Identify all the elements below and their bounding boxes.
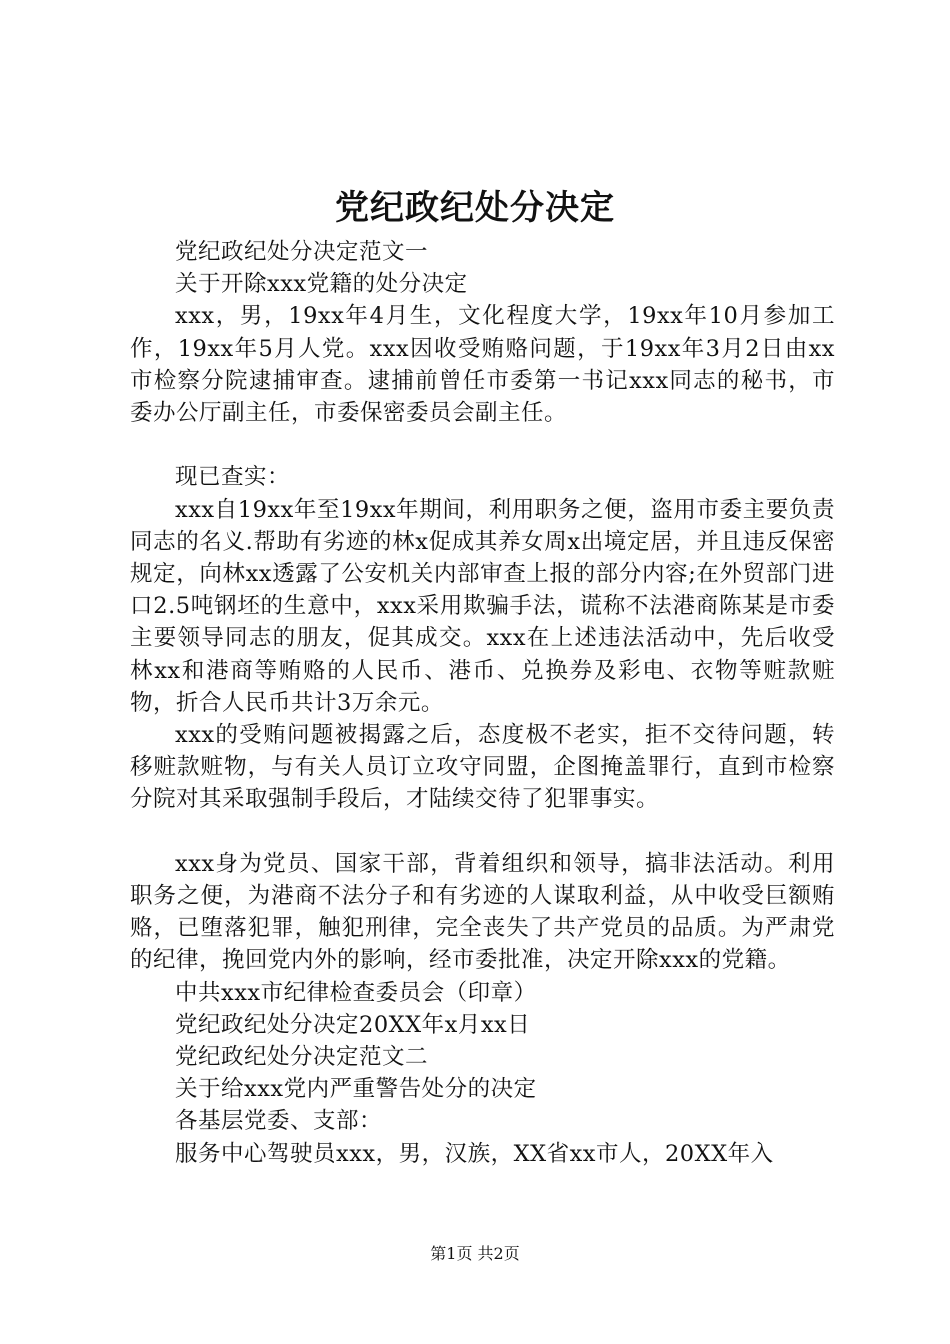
paragraph-date: 党纪政纪处分决定20XX年x月xx日	[175, 1011, 531, 1038]
paragraph-findings-intro: 现已查实：	[175, 464, 291, 491]
paragraph-conclusion: xxx身为党员、国家干部，背着组织和领导，搞非法活动。利用职务之便，为港商不法分子和有劣迹的人谋取利益，从中收受巨额贿赂，已堕落犯罪，触犯刑律，完全丧失了共产党员的品质。为严肃党的纪律，挽回党内外的影响，经市委批准，决定开除xxx的党籍。	[130, 850, 835, 974]
paragraph-heading-sample-2: 党纪政纪处分决定范文二	[175, 1044, 429, 1071]
paragraph-spacer	[130, 429, 835, 461]
paragraph-background: xxx，男，19xx年4月生，文化程度大学，19xx年10月参加工作，19xx年5月人党。xxx因收受贿赂问题，于19xx年3月2日由xx市检察分院逮捕审查。逮捕前曾任市委第一书记xxx同志的秘书，市委办公厅副主任，市委保密委员会副主任。	[130, 303, 835, 427]
page-number-footer: 第1页 共2页	[430, 1244, 520, 1263]
document-body	[130, 236, 835, 1170]
document-title: 党纪政纪处分决定	[335, 188, 615, 228]
paragraph-subject-intro: 服务中心驾驶员xxx，男，汉族，XX省xx市人，20XX年入	[175, 1140, 774, 1167]
paragraph-spacer	[130, 816, 835, 848]
paragraph-attitude: xxx的受贿问题被揭露之后，态度极不老实，拒不交待问题，转移赃款赃物，与有关人员订立攻守同盟，企图掩盖罪行，直到市检察分院对其采取强制手段后，才陆续交待了犯罪事实。	[130, 722, 835, 813]
paragraph-issuer: 中共xxx市纪律检查委员会（印章）	[175, 979, 537, 1006]
paragraph-addressee: 各基层党委、支部：	[175, 1108, 383, 1135]
paragraph-heading-decision-2: 关于给xxx党内严重警告处分的决定	[175, 1076, 537, 1103]
paragraph-heading-sample-1: 党纪政纪处分决定范文一	[175, 239, 429, 265]
paragraph-heading-decision-1: 关于开除xxx党籍的处分决定	[175, 271, 468, 298]
paragraph-findings-detail: xxx自19xx年至19xx年期间，利用职务之便，盗用市委主要负责同志的名义.帮助有劣迹的林x促成其养女周x出境定居，并且违反保密规定，向林xx透露了公安机关内部审查上报的部分内容;在外贸部门进口2.5吨钢坯的生意中，xxx采用欺骗手法，谎称不法港商陈某是市委主要领导同志的朋友，促其成交。xxx在上述违法活动中，先后收受林xx和港商等贿赂的人民币、港币、兑换券及彩电、衣物等赃款赃物，折合人民币共计3万余元。	[130, 496, 835, 716]
